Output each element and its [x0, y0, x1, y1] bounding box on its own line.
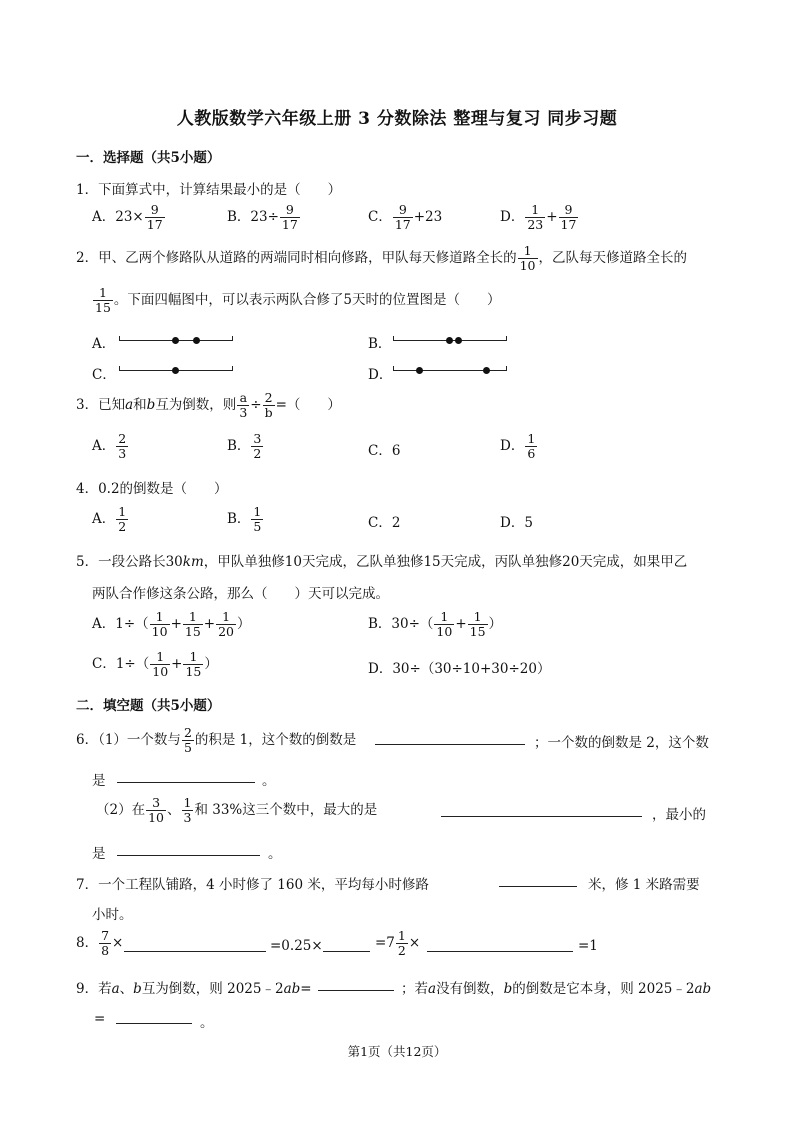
fraction: $\frac{9}{17}$ — [281, 202, 298, 232]
text: 的积是 1，这个数的倒数是 — [194, 732, 357, 748]
option-label: D． — [500, 515, 525, 531]
option-label: D． — [500, 438, 525, 454]
expr: 23÷ — [250, 209, 279, 225]
text: 互为倒数，则 — [155, 397, 237, 413]
question-5-line-2: 两队合作修这条公路，那么（ ）天可以完成。 — [92, 586, 389, 602]
operator: × — [112, 935, 124, 951]
q4-option-b — [227, 505, 264, 534]
q4-option-a — [92, 505, 129, 534]
text: 8． — [76, 935, 99, 951]
answer-blank[interactable] — [375, 730, 525, 745]
question-8 — [76, 929, 123, 958]
fraction: $\frac{1}{2}$ — [397, 928, 406, 958]
answer-blank[interactable] — [117, 841, 260, 856]
variable: b — [503, 981, 513, 997]
q4-option-d — [500, 511, 533, 531]
q3-option-a — [92, 432, 129, 461]
answer-blank[interactable] — [441, 802, 642, 817]
fraction: $\frac{1}{5}$ — [253, 504, 262, 534]
fraction: $\frac{1}{10}$ — [436, 609, 453, 639]
option-label: C． — [368, 209, 392, 225]
answer-blank[interactable] — [499, 872, 577, 887]
fraction: $\frac{2}{5}$ — [183, 725, 192, 755]
fraction: $\frac{1}{20}$ — [218, 609, 234, 639]
expr: ） — [204, 656, 218, 672]
q2-option-b-diagram — [393, 340, 507, 341]
fraction: $\frac{2}{3}$ — [118, 431, 127, 461]
q2-option-d-diagram — [393, 370, 507, 371]
question-9-line-1 — [76, 977, 312, 997]
option-label: C． — [368, 515, 392, 531]
fraction: $\frac{1}{2}$ — [118, 504, 127, 534]
variable: b — [133, 981, 142, 997]
text: ，乙队每天修道路全长的 — [538, 250, 687, 266]
option-label: A． — [92, 511, 116, 527]
text: ；若 — [401, 981, 428, 997]
fraction: $\frac{3}{2}$ — [253, 431, 262, 461]
option-label: C． — [368, 443, 392, 459]
q2-option-c-diagram — [119, 370, 233, 371]
fraction: $\frac{9}{17}$ — [560, 202, 577, 232]
text: =（ ） — [275, 397, 341, 413]
question-6-line-3 — [96, 796, 377, 825]
variable: a — [125, 397, 134, 413]
option-value: 6 — [391, 443, 401, 459]
expr: ） — [488, 616, 503, 632]
text: 和 33%这三个数中，最大的是 — [194, 802, 378, 818]
text: ，甲队单独修10天完成，乙队单独修15天完成，丙队单独修20天完成，如果甲乙 — [203, 554, 688, 570]
fraction: $\frac{1}{3}$ — [183, 795, 192, 825]
option-label: B． — [368, 616, 392, 632]
option-label: A． — [92, 616, 116, 632]
operator: ÷ — [250, 397, 262, 413]
option-label: A． — [92, 209, 116, 225]
q3-option-c — [368, 439, 400, 459]
option-label: B． — [227, 209, 251, 225]
question-6-line-1-tail: ；一个数的倒数是 2，这个数 — [534, 735, 709, 751]
expr: 30÷（ — [391, 616, 434, 632]
page-footer: 第1页（共12页） — [347, 1044, 447, 1059]
expr: 1÷（ — [115, 616, 149, 632]
variable: b — [146, 397, 156, 413]
answer-blank[interactable] — [116, 1009, 192, 1024]
q3-option-b — [227, 432, 264, 461]
answer-blank[interactable] — [323, 937, 370, 952]
text: 2．甲、乙两个修路队从道路的两端同时相向修路，甲队每天修道路全长的 — [76, 250, 517, 266]
fraction: $\frac{1}{23}$ — [527, 202, 544, 232]
text: 9．若 — [76, 981, 112, 997]
question-2-line-2 — [92, 286, 501, 315]
q8-mixed — [375, 929, 420, 958]
fraction: $\frac{1}{6}$ — [527, 431, 536, 461]
question-3-stem — [76, 391, 341, 420]
text: 、 — [167, 802, 181, 818]
question-7-line-2: 小时。 — [92, 907, 133, 923]
text: 没有倒数， — [436, 981, 504, 997]
operator: × — [408, 935, 421, 951]
variable: ab — [283, 981, 301, 997]
q1-option-c — [368, 203, 442, 232]
text: 互为倒数，则 2025﹣2 — [141, 981, 284, 997]
fraction: $\frac{3}{10}$ — [148, 795, 164, 825]
text: 和 — [133, 397, 147, 413]
text: 3．已知 — [76, 397, 126, 413]
question-9-line-1-tail — [401, 977, 711, 997]
answer-blank[interactable] — [117, 768, 255, 783]
answer-blank[interactable] — [124, 937, 266, 952]
question-6-line-3-tail: ，最小的 — [652, 807, 706, 823]
text: = — [300, 981, 312, 997]
option-value: 30÷（30÷10+30÷20） — [392, 661, 551, 677]
question-9-line-2: = — [94, 1011, 106, 1027]
variable: a — [428, 981, 437, 997]
dot — [455, 337, 462, 344]
q1-option-b — [227, 203, 301, 232]
question-5-line-1 — [76, 550, 687, 570]
text: =7 — [375, 935, 395, 951]
option-value: 5 — [524, 515, 533, 531]
q2-option-a-label: A． — [92, 336, 116, 352]
dot — [172, 367, 179, 374]
q2-option-a-diagram — [119, 340, 233, 341]
fraction: $\frac{1}{10}$ — [151, 609, 168, 639]
option-value: 2 — [391, 515, 401, 531]
q5-option-a: A．1÷（ $\frac{1}{10}$ + $\frac{1}{15}$ + $\frac{1}{20}$ ） — [92, 609, 251, 639]
dot — [172, 337, 179, 344]
option-label: B． — [227, 438, 251, 454]
question-6-line-4: 是 — [92, 846, 106, 862]
q3-option-d — [500, 432, 538, 461]
question-7-line-1-tail: 米，修 1 米路需要 — [588, 877, 700, 893]
q8-eq1: =0.25× — [270, 938, 323, 954]
variable: ab — [694, 981, 712, 997]
option-label: C． — [92, 656, 116, 672]
fraction: $\frac{2}{b}$ — [264, 390, 273, 420]
question-6-line-2: 是 — [92, 773, 106, 789]
text: 。下面四幅图中，可以表示两队合修了5天时的位置图是（ ） — [113, 292, 501, 308]
question-6-line-1 — [76, 726, 356, 755]
fraction: $\frac{1}{15}$ — [184, 609, 201, 639]
section-heading-choice: 一．选择题（共5小题） — [76, 150, 221, 166]
fraction: $\frac{1}{10}$ — [519, 243, 536, 273]
answer-blank[interactable] — [318, 976, 394, 991]
option-label: D． — [500, 209, 525, 225]
dot — [416, 367, 423, 374]
expr: 23× — [115, 209, 144, 225]
text: 5．一段公路长30 — [76, 554, 183, 570]
expr: 1÷（ — [115, 656, 150, 672]
question-4-stem: 4．0.2的倒数是（ ） — [76, 481, 228, 497]
q1-option-a — [92, 203, 166, 232]
q1-option-d — [500, 203, 579, 232]
dot — [483, 367, 490, 374]
question-1-stem: 1．下面算式中，计算结果最小的是（ ） — [76, 182, 342, 198]
q5-option-d — [368, 657, 550, 677]
punct: 。 — [200, 1015, 214, 1031]
fraction: $\frac{1}{15}$ — [185, 649, 202, 679]
option-label: B． — [227, 511, 251, 527]
operator: + — [546, 209, 558, 225]
expr: ） — [237, 616, 251, 632]
fraction: $\frac{7}{8}$ — [101, 928, 110, 958]
q2-option-c-label: C． — [92, 367, 116, 383]
variable: a — [111, 981, 120, 997]
q2-option-d-label: D． — [368, 367, 393, 383]
text: 、 — [119, 981, 134, 997]
question-2-line-1 — [76, 244, 687, 273]
fraction: $\frac{1}{10}$ — [152, 649, 169, 679]
unit: km — [182, 554, 204, 570]
option-label: A． — [92, 438, 116, 454]
q4-option-c — [368, 511, 400, 531]
text: 6．（1）一个数与 — [76, 732, 181, 748]
fraction: $\frac{9}{17}$ — [394, 202, 411, 232]
q2-option-b-label: B． — [368, 336, 392, 352]
page-title: 人教版数学六年级上册 3 分数除法 整理与复习 同步习题 — [176, 109, 618, 129]
expr: +23 — [413, 209, 443, 225]
q5-option-c: C．1÷（ $\frac{1}{10}$ + $\frac{1}{15}$ ） — [92, 649, 218, 679]
fraction: $\frac{1}{15}$ — [95, 285, 111, 315]
punct: 。 — [262, 773, 276, 789]
fraction: $\frac{9}{17}$ — [146, 202, 163, 232]
fraction: $\frac{1}{15}$ — [469, 609, 486, 639]
text: （2）在 — [96, 802, 146, 818]
q5-option-b: B．30÷（ $\frac{1}{10}$ + $\frac{1}{15}$ ） — [368, 609, 503, 639]
q8-eq3: =1 — [578, 938, 598, 954]
punct: 。 — [268, 846, 282, 862]
fraction: $\frac{a}{3}$ — [239, 390, 248, 420]
question-7-line-1: 7．一个工程队铺路，4 小时修了 160 米，平均每小时修路 — [76, 877, 429, 893]
dot — [446, 337, 453, 344]
option-label: D． — [368, 661, 393, 677]
dot — [193, 337, 200, 344]
section-heading-fill: 二．填空题（共5小题） — [76, 698, 221, 714]
text: 的倒数是它本身，则 2025﹣2 — [512, 981, 695, 997]
answer-blank[interactable] — [427, 937, 573, 952]
